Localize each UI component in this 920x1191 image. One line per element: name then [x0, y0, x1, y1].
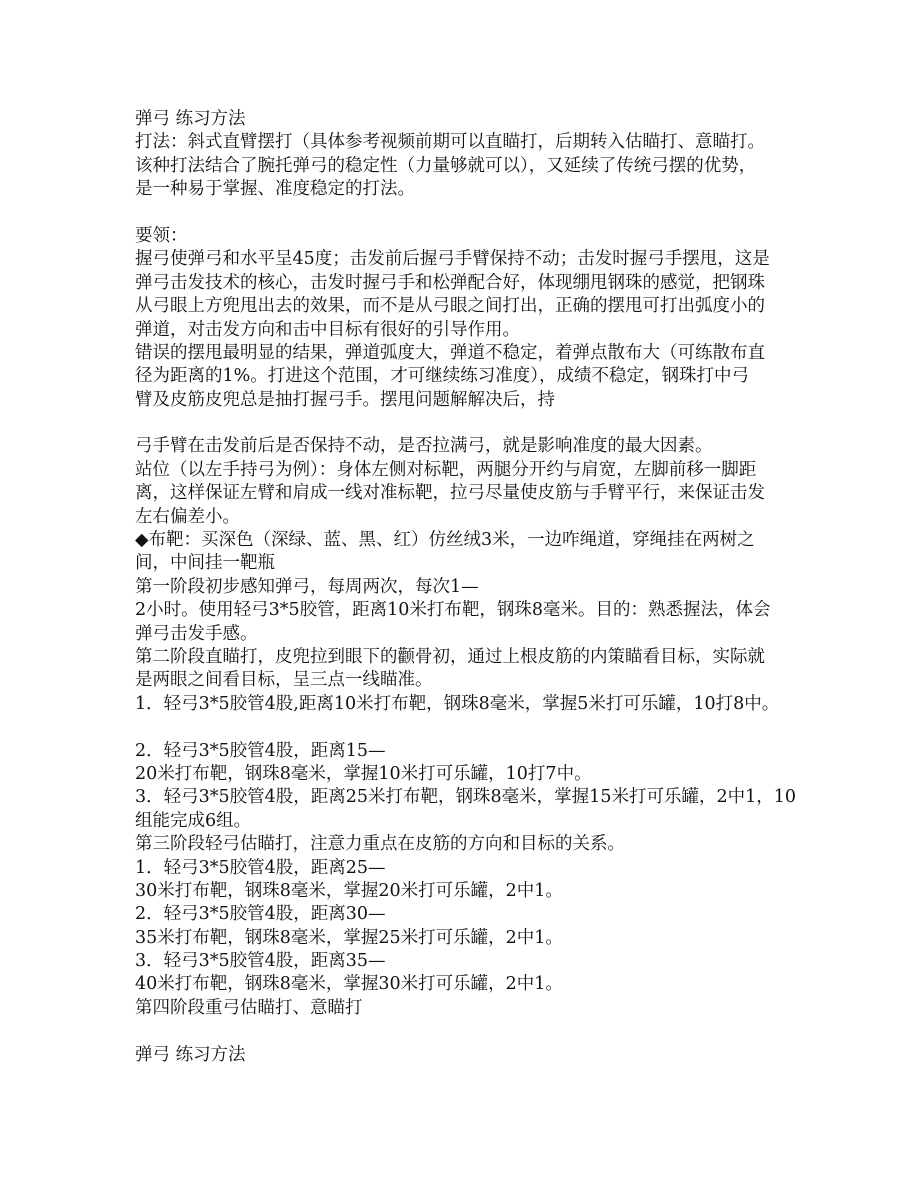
text-line: 从弓眼上方兜甩出去的效果，而不是从弓眼之间打出，正确的摆甩可打出弧度小的	[135, 296, 765, 317]
text-line: 35米打布靶，钢珠8毫米，掌握25米打可乐罐，2中1。	[135, 927, 563, 948]
text-line: 30米打布靶，钢珠8毫米，掌握20米打可乐罐，2中1。	[135, 880, 563, 901]
text-line: 离，这样保证左臂和肩成一线对准标靶，拉弓尽量使皮筋与手臂平行，来保证击发	[135, 483, 765, 504]
text-line: 错误的摆甩最明显的结果，弹道弧度大，弹道不稳定，着弹点散布大（可练散布直	[135, 342, 765, 363]
doc-title: 弹弓 练习方法	[135, 109, 246, 129]
text-line: 该种打法结合了腕托弹弓的稳定性（力量够就可以），又延续了传统弓摆的优势，	[135, 155, 757, 176]
text-line: 弹弓击发技术的核心，击发时握弓手和松弹配合好，体现绷甩钢珠的感觉，把钢珠	[135, 272, 765, 293]
stage-heading: 第一阶段初步感知弹弓，每周两次，每次1—	[135, 576, 479, 597]
list-item: 1．轻弓3*5胶管4股，距离25—	[135, 857, 386, 878]
list-item: 3．轻弓3*5胶管4股，距离35—	[135, 951, 386, 972]
text-line: ◆布靶：买深色（深绿、蓝、黑、红）仿丝绒3米，一边咋绳道，穿绳挂在两树之	[135, 530, 755, 551]
text-line: 左右偏差小。	[135, 506, 240, 527]
text-line: 2小时。使用轻弓3*5胶管，距离10米打布靶，钢珠8毫米。目的：熟悉握法，体会	[135, 600, 771, 621]
list-item: 1．轻弓3*5胶管4股,距离10米打布靶，钢珠8毫米，掌握5米打可乐罐，10打8中。	[135, 693, 780, 714]
list-item: 2．轻弓3*5胶管4股，距离30—	[135, 904, 386, 925]
text-line: 弹弓击发手感。	[135, 623, 258, 644]
section-heading: 要领：	[135, 225, 188, 246]
text-line: 组能完成6组。	[135, 810, 252, 831]
text-line: 握弓使弹弓和水平呈45度；击发前后握弓手臂保持不动；击发时握弓手摆甩，这是	[135, 249, 770, 270]
list-item: 2．轻弓3*5胶管4股，距离15—	[135, 740, 386, 761]
list-item: 3．轻弓3*5胶管4股，距离25米打布靶，钢珠8毫米，掌握15米打可乐罐，2中1，10	[135, 787, 796, 808]
blank-line	[135, 1020, 795, 1043]
text-line: 是一种易于掌握、准度稳定的打法。	[135, 179, 415, 200]
stage-heading: 第二阶段直瞄打，皮兜拉到眼下的颧骨初，通过上根皮筋的内策瞄看目标，实际就	[135, 646, 765, 667]
doc-title-repeat: 弹弓 练习方法	[135, 1044, 246, 1065]
text-line: 间，中间挂一靶瓶	[135, 553, 275, 574]
blank-line	[135, 716, 795, 739]
blank-line	[135, 412, 795, 435]
stage-heading: 第三阶段轻弓估瞄打，注意力重点在皮筋的方向和目标的关系。	[135, 834, 625, 855]
text-line: 打法：斜式直臂摆打（具体参考视频前期可以直瞄打，后期转入估瞄打、意瞄打。	[135, 132, 765, 153]
stage-heading: 第四阶段重弓估瞄打、意瞄打	[135, 997, 363, 1018]
text-line: 弓手臂在击发前后是否保持不动，是否拉满弓，就是影响准度的最大因素。	[135, 436, 713, 457]
document-page	[135, 108, 795, 1067]
text-line: 弹道，对击发方向和击中目标有很好的引导作用。	[135, 319, 520, 340]
text-line: 站位（以左手持弓为例）：身体左侧对标靶，两腿分开约与肩宽，左脚前移一脚距	[135, 459, 757, 480]
text-line: 40米打布靶，钢珠8毫米，掌握30米打可乐罐，2中1。	[135, 974, 563, 995]
text-line: 是两眼之间看目标，呈三点一线瞄准。	[135, 670, 433, 691]
blank-line	[135, 202, 795, 225]
text-line: 臂及皮筋皮兜总是抽打握弓手。摆甩问题解解决后，持	[135, 389, 555, 410]
text-line: 20米打布靶，钢珠8毫米，掌握10米打可乐罐，10打7中。	[135, 763, 592, 784]
text-line: 径为距离的1%。打进这个范围，才可继续练习准度），成绩不稳定，钢珠打中弓	[135, 366, 750, 387]
